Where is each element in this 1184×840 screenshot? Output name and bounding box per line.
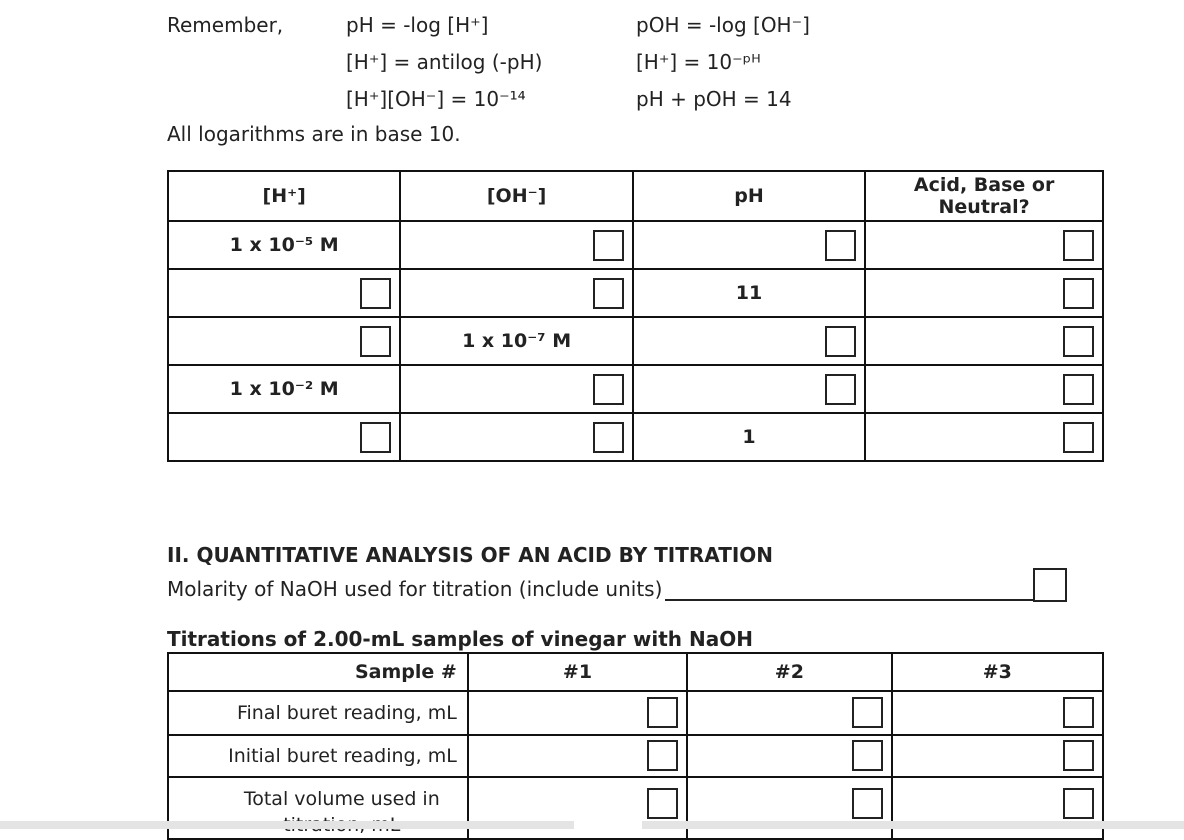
formula-h-power: [H⁺] = 10⁻ᵖᴴ: [636, 50, 761, 74]
answer-box[interactable]: [1063, 740, 1094, 771]
answer-box[interactable]: [593, 230, 624, 261]
total-volume-text: Total volume used in: [243, 788, 440, 810]
answer-box[interactable]: [825, 230, 856, 261]
answer-box[interactable]: [647, 788, 678, 819]
header-oh-conc: [OH⁻]: [400, 171, 632, 221]
cell-class-5: [865, 413, 1103, 461]
header-h-conc: [H⁺]: [168, 171, 400, 221]
sample-1-header: #1: [468, 653, 687, 691]
cell-h-4: [168, 365, 400, 413]
cell-h-2: [168, 269, 400, 317]
sample-3-header: #3: [892, 653, 1103, 691]
cell-ph-2: [633, 269, 865, 317]
final-reading-2: [687, 691, 891, 735]
total-volume-1: [468, 777, 687, 839]
answer-box[interactable]: [360, 278, 391, 309]
initial-reading-label: Initial buret reading, mL: [168, 735, 468, 777]
cell-oh-2: [400, 269, 632, 317]
cell-oh-4: [400, 365, 632, 413]
cell-oh-3: [400, 317, 632, 365]
cell-ph-1: [633, 221, 865, 269]
answer-box[interactable]: [593, 374, 624, 405]
cell-ph-3: [633, 317, 865, 365]
cell-oh-1: [400, 221, 632, 269]
sample-2-header: #2: [687, 653, 891, 691]
section-title: II. QUANTITATIVE ANALYSIS OF AN ACID BY TITRATION: [167, 543, 774, 567]
header-ph: pH: [633, 171, 865, 221]
formula-h-antilog: [H⁺] = antilog (-pH): [346, 50, 543, 74]
cell-oh-5: [400, 413, 632, 461]
cell-h-3: [168, 317, 400, 365]
total-volume-2: [687, 777, 891, 839]
cell-ph-4: [633, 365, 865, 413]
total-volume-3: [892, 777, 1103, 839]
ph-table: [167, 170, 1104, 462]
answer-box[interactable]: [360, 422, 391, 453]
answer-box[interactable]: [1063, 230, 1094, 261]
answer-box[interactable]: [852, 788, 883, 819]
formula-kw: [H⁺][OH⁻] = 10⁻¹⁴: [346, 87, 526, 111]
cell-h-5: [168, 413, 400, 461]
cell-class-1: [865, 221, 1103, 269]
initial-reading-1: [468, 735, 687, 777]
titration-table: [167, 652, 1104, 840]
answer-box[interactable]: [647, 697, 678, 728]
answer-box[interactable]: [1063, 278, 1094, 309]
formula-sum: pH + pOH = 14: [636, 87, 792, 111]
initial-reading-2: [687, 735, 891, 777]
formula-ph: pH = -log [H⁺]: [346, 13, 489, 37]
sample-header: Sample #: [168, 653, 468, 691]
answer-box[interactable]: [852, 740, 883, 771]
titration-title: Titrations of 2.00-mL samples of vinegar with NaOH: [167, 627, 753, 651]
answer-box[interactable]: [1063, 326, 1094, 357]
initial-reading-3: [892, 735, 1103, 777]
molarity-answer-box[interactable]: [1033, 568, 1067, 602]
value-ph-2: 11: [735, 282, 763, 304]
answer-box[interactable]: [360, 326, 391, 357]
cell-class-4: [865, 365, 1103, 413]
scrollbar-thumb[interactable]: [574, 821, 642, 829]
log-note: All logarithms are in base 10.: [167, 122, 461, 146]
answer-box[interactable]: [1063, 697, 1094, 728]
value-h-4: 1 x 10⁻² M: [229, 378, 339, 400]
answer-box[interactable]: [825, 326, 856, 357]
answer-box[interactable]: [852, 697, 883, 728]
remember-label: Remember,: [167, 13, 284, 37]
header-classification: Acid, Base or Neutral?: [865, 171, 1103, 221]
formula-poh: pOH = -log [OH⁻]: [636, 13, 810, 37]
answer-box[interactable]: [1063, 788, 1094, 819]
answer-box[interactable]: [647, 740, 678, 771]
answer-box[interactable]: [825, 374, 856, 405]
value-ph-5: 1: [742, 426, 756, 448]
final-reading-label: Final buret reading, mL: [168, 691, 468, 735]
total-volume-label: [168, 777, 468, 839]
final-reading-3: [892, 691, 1103, 735]
molarity-label: Molarity of NaOH used for titration (include units): [167, 577, 663, 601]
cell-h-1: [168, 221, 400, 269]
value-h-1: 1 x 10⁻⁵ M: [229, 234, 339, 256]
answer-box[interactable]: [593, 422, 624, 453]
answer-box[interactable]: [1063, 422, 1094, 453]
answer-box[interactable]: [593, 278, 624, 309]
cell-ph-5: [633, 413, 865, 461]
cell-class-3: [865, 317, 1103, 365]
final-reading-1: [468, 691, 687, 735]
value-oh-3: 1 x 10⁻⁷ M: [462, 330, 572, 352]
molarity-underline: [665, 599, 1035, 601]
cell-class-2: [865, 269, 1103, 317]
answer-box[interactable]: [1063, 374, 1094, 405]
